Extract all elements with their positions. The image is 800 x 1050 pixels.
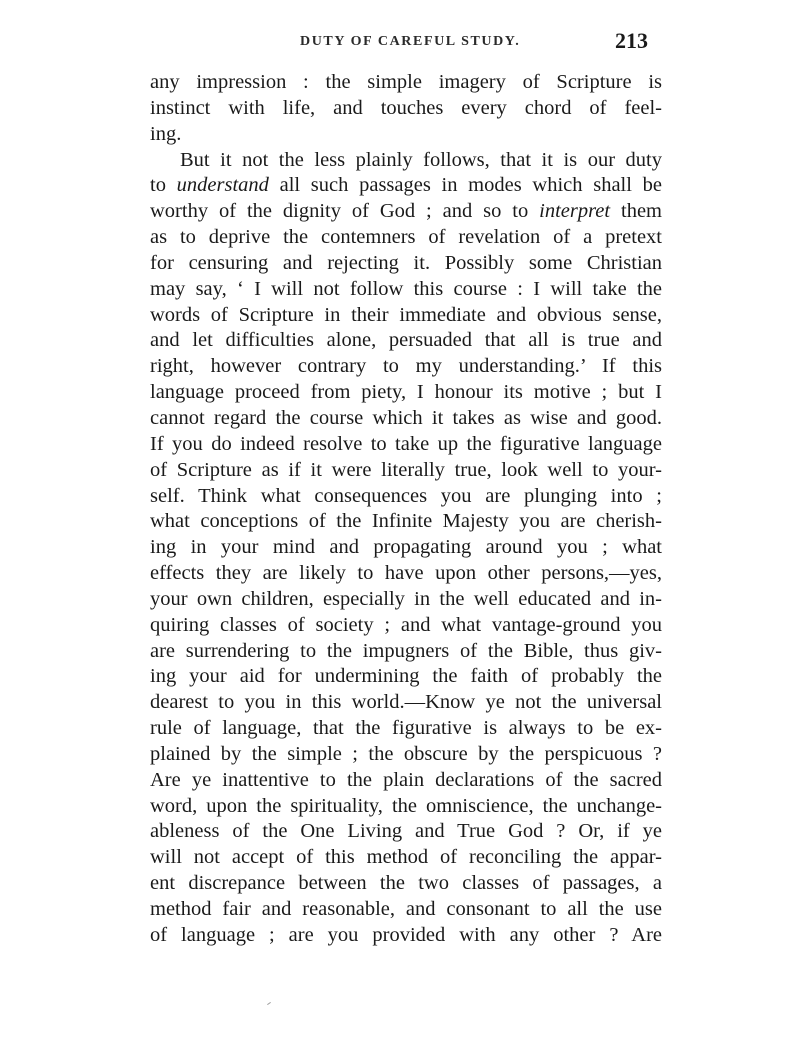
text-line: quiring classes of society ; and what vantage-ground you <box>150 613 662 636</box>
text-line: words of Scripture in their immediate and obvious sense, <box>150 303 662 326</box>
text-line: effects they are likely to have upon other persons,—yes, <box>150 562 662 585</box>
text-line: to understand all such passages in modes which shall be <box>150 174 662 197</box>
text-line: as to deprive the contemners of revelation of a pretext <box>150 226 662 249</box>
text-line: will not accept of this method of reconciling the appar- <box>150 846 662 869</box>
text-line: worthy of the dignity of God ; and so to interpret them <box>150 200 662 223</box>
text-line: ent discrepance between the two classes of passages, a <box>150 872 662 895</box>
text-line: language proceed from piety, I honour its motive ; but I <box>150 381 662 404</box>
text-line: plained by the simple ; the obscure by the perspicuous ? <box>150 742 662 765</box>
text-line: any impression : the simple imagery of Scripture is <box>150 71 662 93</box>
text-line: of Scripture as if it were literally true, look well to your- <box>150 458 662 481</box>
text-line: cannot regard the course which it takes as wise and good. <box>150 406 662 429</box>
text-line: may say, ‘ I will not follow this course : I will take the <box>150 277 662 300</box>
text-line: what conceptions of the Infinite Majesty you are cherish- <box>150 510 662 533</box>
text-line: But it not the less plainly follows, that it is our duty <box>180 148 662 171</box>
body-text <box>150 70 662 949</box>
text-line: ing in your mind and propagating around you ; what <box>150 536 662 559</box>
text-line: dearest to you in this world.—Know ye not the universal <box>150 691 662 714</box>
text-line: word, upon the spirituality, the omniscience, the unchange- <box>150 794 662 817</box>
text-line: ing your aid for undermining the faith of probably the <box>150 665 662 688</box>
text-line: of language ; are you provided with any other ? Are <box>150 923 662 946</box>
text-line: for censuring and rejecting it. Possibly some Christian <box>150 251 662 274</box>
text-line: self. Think what consequences you are plunging into ; <box>150 484 662 507</box>
text-line: ing. <box>150 122 182 145</box>
text-line: right, however contrary to my understanding.’ If this <box>150 355 662 378</box>
text-line: ableness of the One Living and True God ? Or, if ye <box>150 820 662 843</box>
page-number: 213 <box>615 28 648 53</box>
emphasis-interpret: interpret <box>539 200 611 223</box>
paper-speck <box>267 1002 271 1005</box>
text-line: rule of language, that the figurative is always to be ex- <box>150 717 662 740</box>
text-line: your own children, especially in the well educated and in- <box>150 587 662 610</box>
text-line: method fair and reasonable, and consonant to all the use <box>150 898 662 920</box>
text-line: are surrendering to the impugners of the Bible, thus giv- <box>150 639 662 662</box>
text-line: If you do indeed resolve to take up the figurative language <box>150 432 662 455</box>
running-head: DUTY OF CAREFUL STUDY. <box>300 34 521 49</box>
text-line: Are ye inattentive to the plain declarations of the sacred <box>150 768 662 791</box>
emphasis-understand: understand <box>176 174 269 197</box>
text-line: and let difficulties alone, persuaded that all is true and <box>150 329 662 352</box>
text-line: instinct with life, and touches every chord of feel- <box>150 96 662 119</box>
